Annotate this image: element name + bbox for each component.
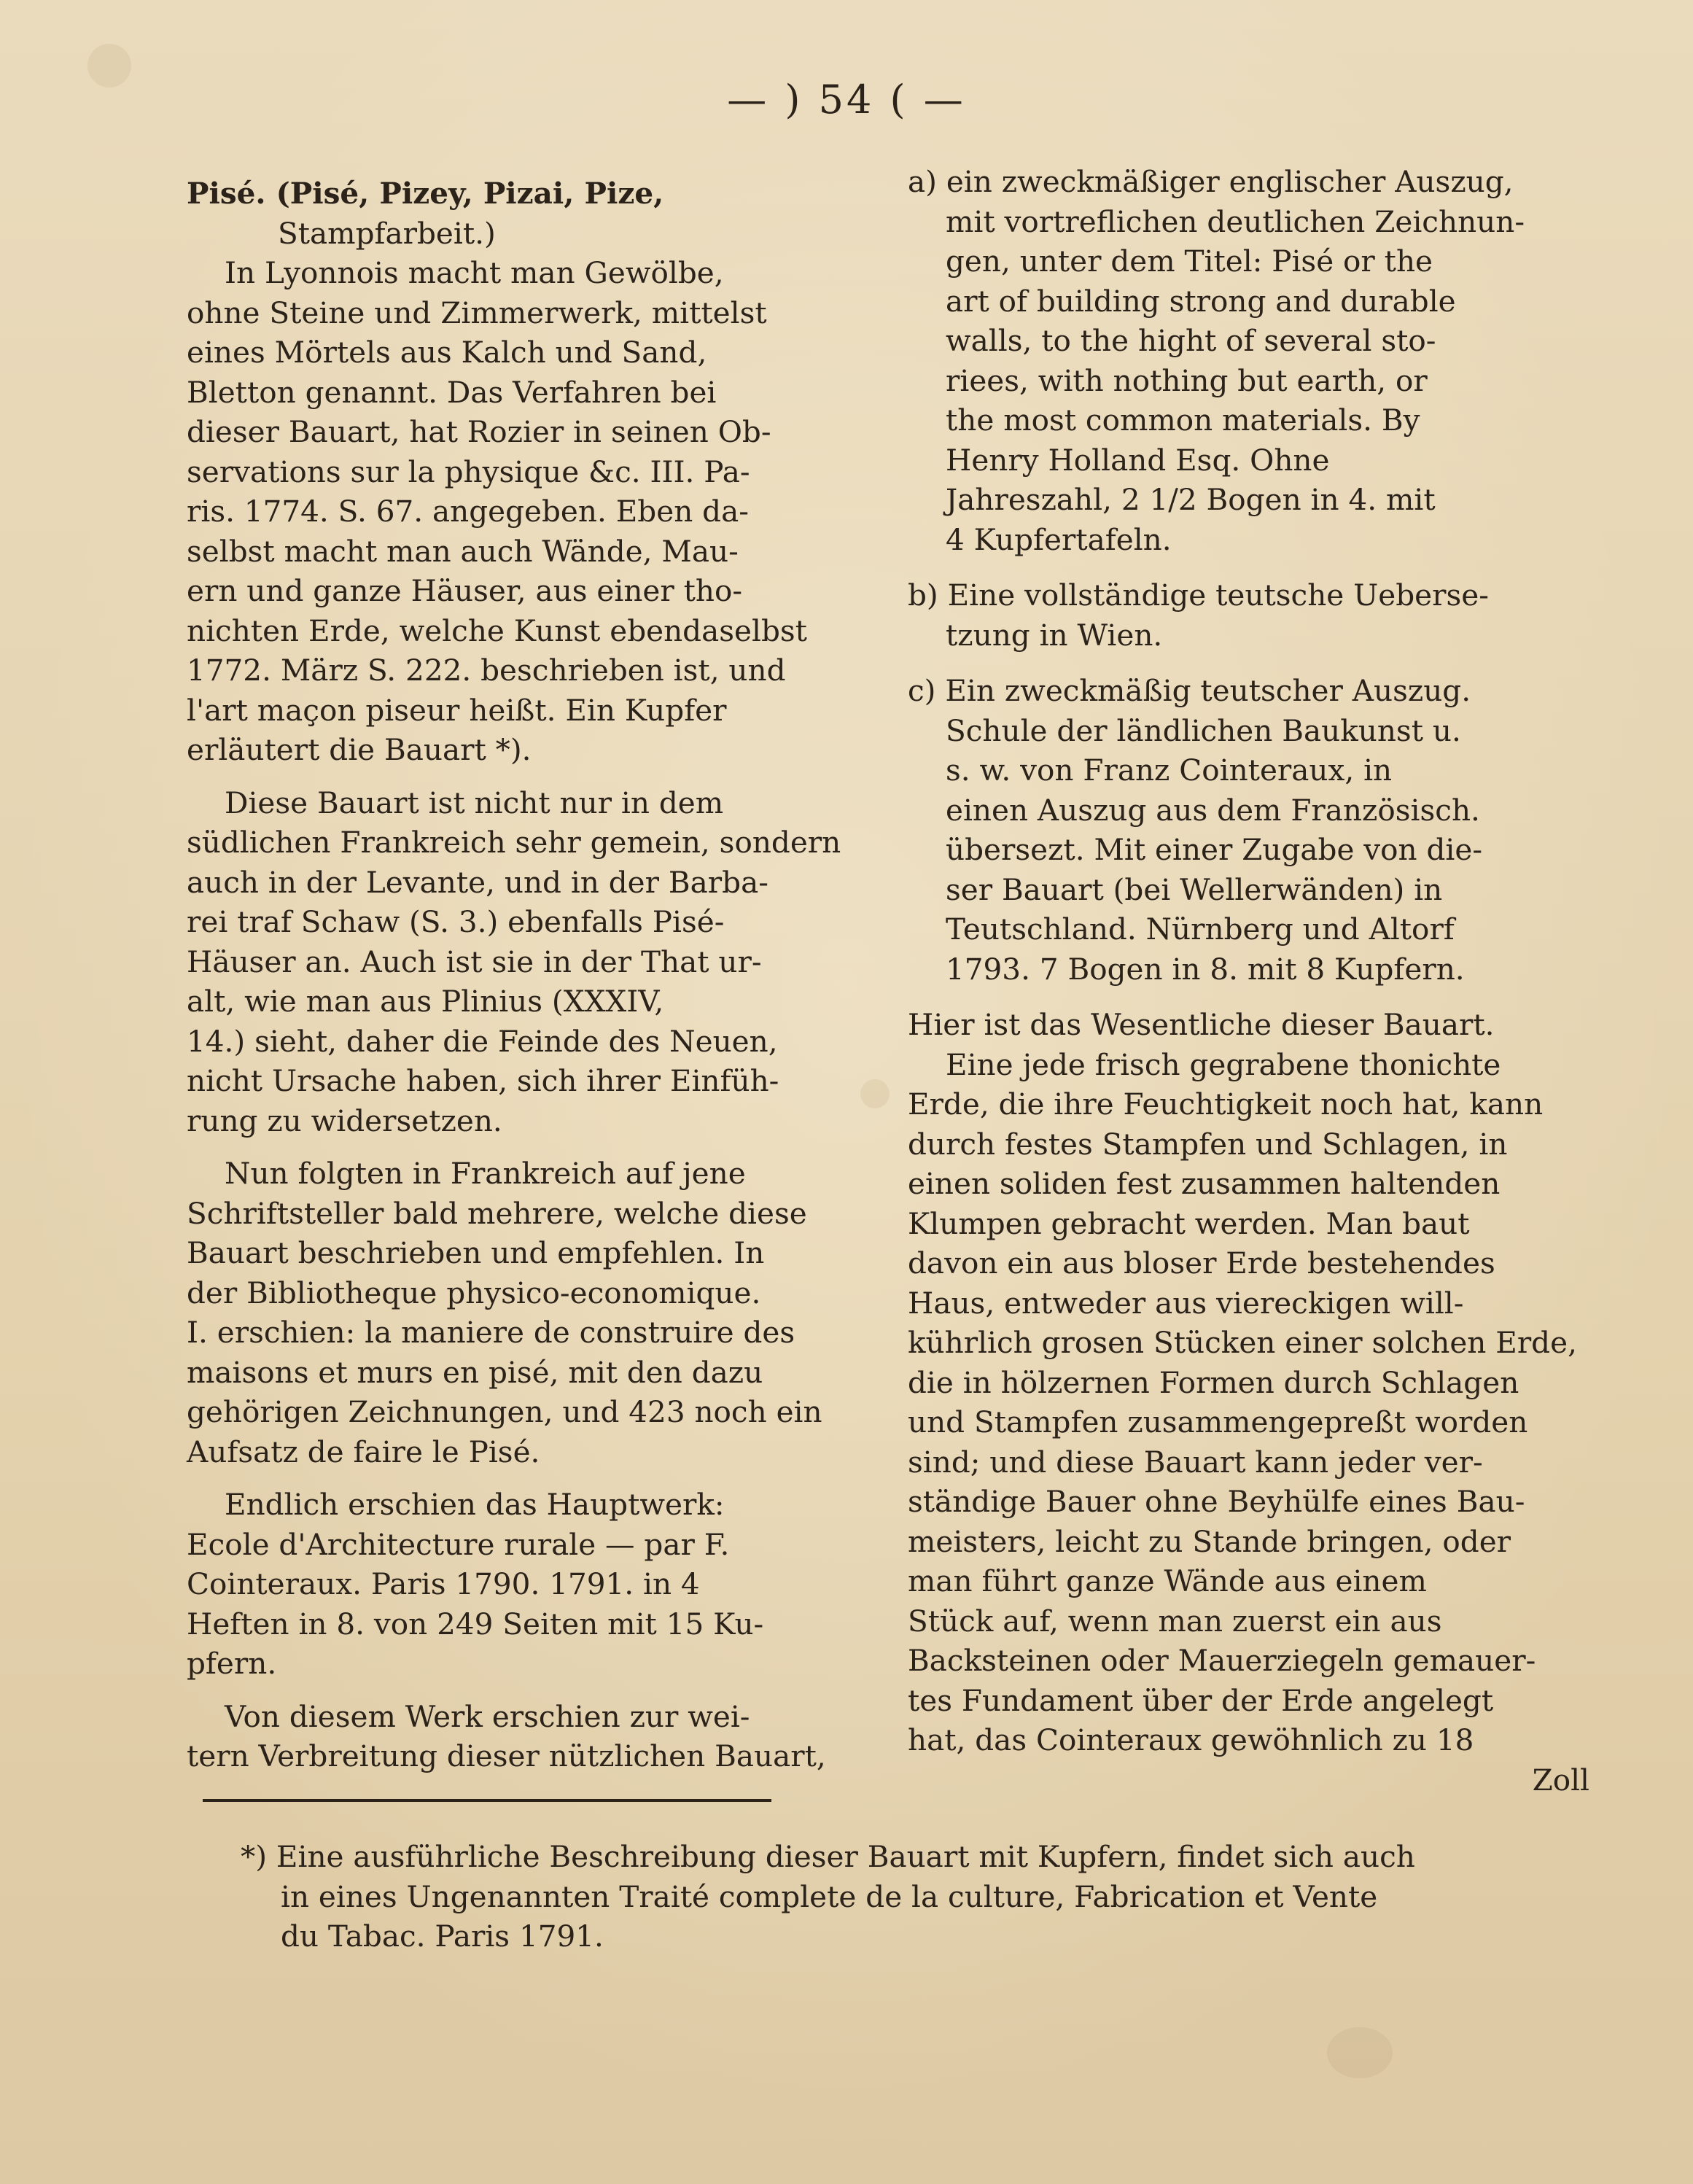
text-line: dieser Bauart, hat Rozier in seinen Ob- [187,414,771,449]
text-line: meisters, leicht zu Stande bringen, oder [908,1523,1511,1559]
text-line: ser Bauart (bei Wellerwänden) in [946,871,1443,907]
text-line: nichten Erde, welche Kunst ebendaselbst [187,613,807,648]
text-line: Bauart beschrieben und empfehlen. In [187,1235,765,1270]
text-line: mit vortreflichen deutlichen Zeichnun- [946,203,1525,239]
text-line: a) ein zweckmäßiger englischer Auszug, [908,164,1514,199]
text-line: Schule der ländlichen Baukunst u. [946,712,1461,748]
text-line: Hier ist das Wesentliche dieser Bauart. [908,1007,1495,1042]
text-line: Schriftsteller bald mehrere, welche diese [187,1195,807,1231]
text-line: 1772. März S. 222. beschrieben ist, und [187,653,786,688]
text-line: ern und ganze Häuser, aus einer tho- [187,573,743,608]
text-line: Jahreszahl, 2 1/2 Bogen in 4. mit [946,482,1436,517]
catchword: Zoll [1532,1762,1589,1798]
text-line: Ecole d'Architecture rurale — par F. [187,1526,730,1562]
text-line: Stück auf, wenn man zuerst ein aus [908,1603,1442,1639]
text-line: maisons et murs en pisé, mit den dazu [187,1354,763,1390]
text-line: Von diesem Werk erschien zur wei- [225,1698,750,1734]
text-line: kührlich grosen Stücken einer solchen Erde, [908,1325,1577,1360]
text-line: tern Verbreitung dieser nützlichen Bauart, [187,1738,826,1773]
text-line: Häuser an. Auch ist sie in der That ur- [187,944,762,979]
text-line: Aufsatz de faire le Pisé. [187,1434,540,1469]
text-line: riees, with nothing but earth, or [946,362,1428,398]
text-line: gen, unter dem Titel: Pisé or the [946,244,1433,279]
text-line: Haus, entweder aus viereckigen will- [908,1285,1464,1321]
footnote-line: in eines Ungenannten Traité complete de la culture, Fabrication et Vente [281,1878,1378,1914]
text-line: eines Mörtels aus Kalch und Sand, [187,335,707,370]
text-line: Backsteinen oder Mauerziegeln gemauer- [908,1643,1536,1678]
text-line: Endlich erschien das Hauptwerk: [225,1487,725,1522]
text-line: Teutschland. Nürnberg und Altorf [946,912,1455,947]
footnote-line: du Tabac. Paris 1791. [281,1919,604,1954]
text-line: Heften in 8. von 249 Seiten mit 15 Ku- [187,1606,764,1641]
text-line: Diese Bauart ist nicht nur in dem [225,785,724,820]
text-line: ständige Bauer ohne Beyhülfe eines Bau- [908,1484,1525,1519]
text-line: der Bibliotheque physico-economique. [187,1275,761,1310]
footnote-divider [203,1799,771,1802]
footnote-line: *) Eine ausführliche Beschreibung dieser Bauart mit Kupfern, findet sich auch [241,1839,1415,1874]
text-line: s. w. von Franz Cointeraux, in [946,753,1393,788]
text-line: tzung in Wien. [946,617,1163,653]
text-line: art of building strong and durable [946,283,1456,319]
text-line: südlichen Frankreich sehr gemein, sondern [187,825,841,860]
text-line: Cointeraux. Paris 1790. 1791. in 4 [187,1566,700,1601]
text-line: Stampfarbeit.) [278,215,496,251]
text-line: Henry Holland Esq. Ohne [946,442,1330,478]
text-line: tes Fundament über der Erde angelegt [908,1682,1494,1718]
text-line: Klumpen gebracht werden. Man baut [908,1205,1470,1241]
text-line: rung zu widersetzen. [187,1103,502,1138]
text-line: I. erschien: la maniere de construire des [187,1315,795,1350]
text-line: Pisé. (Pisé, Pizey, Pizai, Pize, [187,176,664,211]
text-line: Erde, die ihre Feuchtigkeit noch hat, kann [908,1087,1544,1122]
text-line: 4 Kupfertafeln. [946,521,1172,557]
text-line: erläutert die Bauart *). [187,732,532,767]
text-line: man führt ganze Wände aus einem [908,1563,1427,1598]
text-line: die in hölzernen Formen durch Schlagen [908,1364,1519,1400]
paper-stain [1327,2027,1393,2078]
text-line: rei traf Schaw (S. 3.) ebenfalls Pisé- [187,904,725,939]
text-line: In Lyonnois macht man Gewölbe, [225,255,724,290]
text-line: einen soliden fest zusammen haltenden [908,1166,1501,1201]
text-line: c) Ein zweckmäßig teutscher Auszug. [908,673,1471,708]
text-line: übersezt. Mit einer Zugabe von die- [946,832,1483,867]
text-line: the most common materials. By [946,403,1420,438]
text-line: l'art maçon piseur heißt. Ein Kupfer [187,692,727,728]
text-line: 14.) sieht, daher die Feinde des Neuen, [187,1023,778,1059]
text-line: Bletton genannt. Das Verfahren bei [187,374,717,410]
footnote [241,1837,1611,1956]
text-line: ohne Steine und Zimmerwerk, mittelst [187,295,767,330]
text-line: sind; und diese Bauart kann jeder ver- [908,1444,1483,1480]
text-line: walls, to the hight of several sto- [946,323,1436,358]
text-line: ris. 1774. S. 67. angegeben. Eben da- [187,494,749,529]
text-line: hat, das Cointeraux gewöhnlich zu 18 [908,1722,1474,1757]
text-line: nicht Ursache haben, sich ihrer Einfüh- [187,1063,779,1098]
text-line: davon ein aus bloser Erde bestehendes [908,1245,1495,1281]
text-line: Nun folgten in Frankreich auf jene [225,1156,746,1191]
left-text-column [187,174,887,1776]
text-line: auch in der Levante, und in der Barba- [187,864,768,900]
text-line: einen Auszug aus dem Französisch. [946,792,1480,828]
page-number-header: — ) 54 ( — [727,77,966,123]
text-line: Eine jede frisch gegrabene thonichte [946,1046,1501,1082]
text-line: selbst macht man auch Wände, Mau- [187,533,739,569]
text-line: gehörigen Zeichnungen, und 423 noch ein [187,1394,822,1429]
right-text-column [908,162,1589,1800]
text-line: und Stampfen zusammengepreßt worden [908,1404,1528,1439]
text-line: b) Eine vollständige teutsche Ueberse- [908,578,1489,613]
text-line: servations sur la physique &c. III. Pa- [187,454,750,489]
text-line: alt, wie man aus Plinius (XXXIV, [187,984,664,1019]
text-line: pfern. [187,1646,277,1681]
text-line: durch festes Stampfen und Schlagen, in [908,1126,1508,1162]
text-line: 1793. 7 Bogen in 8. mit 8 Kupfern. [946,951,1465,987]
